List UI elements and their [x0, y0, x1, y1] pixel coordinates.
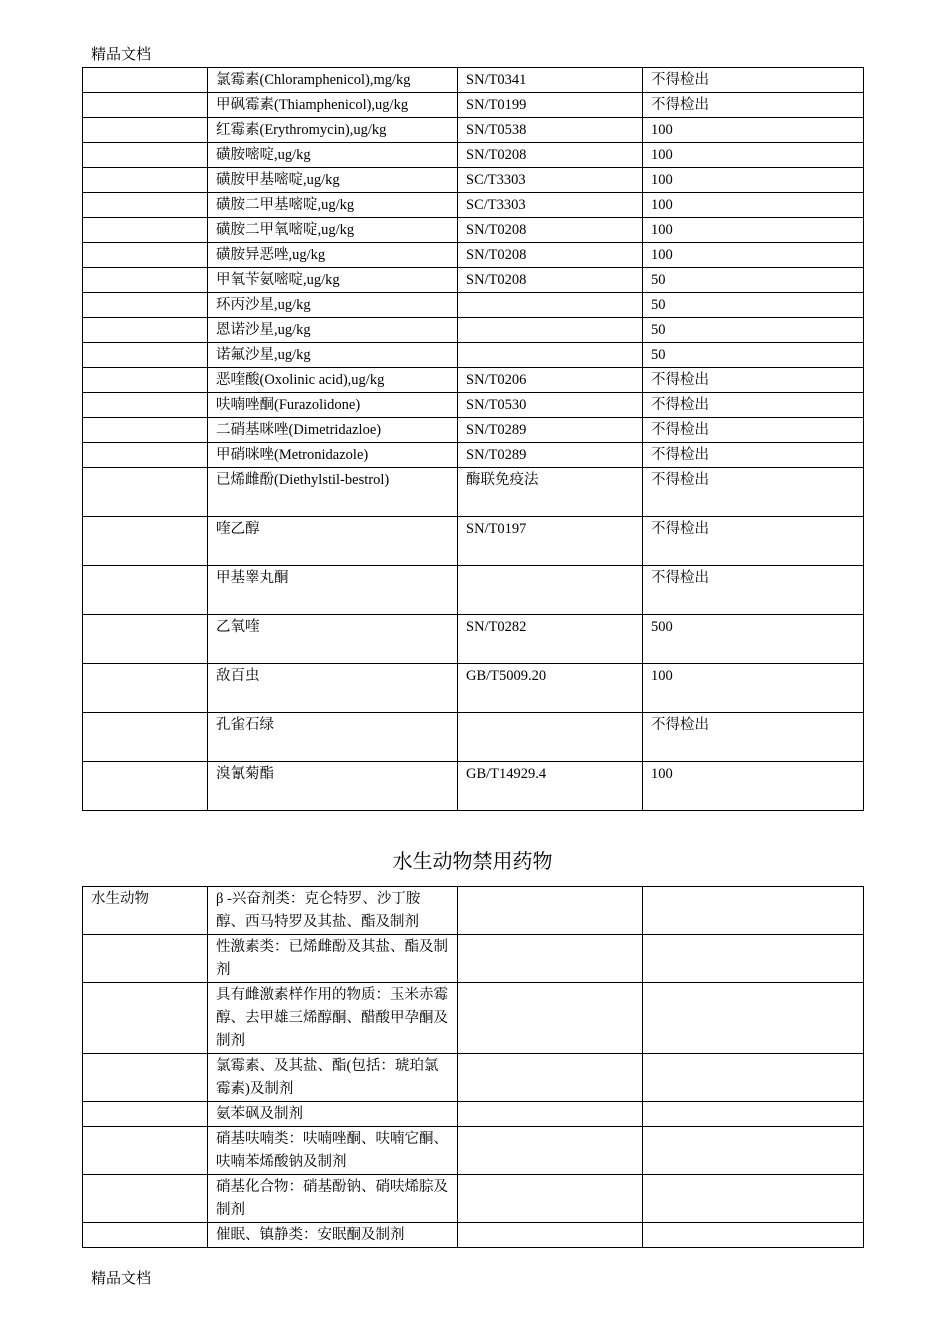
table-row [83, 615, 864, 664]
drug-name-cell: 氯霉素(Chloramphenicol),mg/kg [208, 68, 458, 93]
category-cell [83, 1127, 208, 1175]
drug-name-cell: 恩诺沙星,ug/kg [208, 318, 458, 343]
empty-cell [458, 1127, 643, 1175]
banned-drug-cell: 氨苯砜及制剂 [208, 1102, 458, 1127]
table-row [83, 168, 864, 193]
section-title: 水生动物禁用药物 [392, 851, 553, 873]
test-method-cell: GB/T5009.20 [458, 664, 643, 713]
test-method-cell [458, 566, 643, 615]
drug-name-cell: 磺胺二甲氧嘧啶,ug/kg [208, 218, 458, 243]
banned-drug-cell: 硝基呋喃类：呋喃唑酮、呋喃它酮、呋喃苯烯酸钠及制剂 [208, 1127, 458, 1175]
limit-cell: 100 [643, 143, 864, 168]
table-row [83, 143, 864, 168]
limit-cell: 不得检出 [643, 93, 864, 118]
table-row [83, 218, 864, 243]
empty-cell [83, 118, 208, 143]
empty-cell [643, 887, 864, 935]
test-method-cell [458, 293, 643, 318]
limit-cell: 100 [643, 243, 864, 268]
empty-cell [83, 762, 208, 811]
empty-cell [643, 1175, 864, 1223]
drug-name-cell: 甲硝咪唑(Metronidazole) [208, 443, 458, 468]
page-header: 精品文档 [91, 47, 152, 63]
test-method-cell: SN/T0199 [458, 93, 643, 118]
limit-cell: 50 [643, 293, 864, 318]
limit-cell: 100 [643, 168, 864, 193]
table-row [83, 343, 864, 368]
table-row [83, 318, 864, 343]
limit-cell: 不得检出 [643, 393, 864, 418]
banned-drugs-table [82, 886, 864, 1248]
limit-cell: 不得检出 [643, 368, 864, 393]
test-method-cell: SN/T0208 [458, 143, 643, 168]
empty-cell [83, 664, 208, 713]
banned-drug-cell: 催眠、镇静类：安眠酮及制剂 [208, 1223, 458, 1248]
empty-cell [458, 1175, 643, 1223]
test-method-cell: SC/T3303 [458, 168, 643, 193]
table-row [83, 713, 864, 762]
table-row [83, 468, 864, 517]
test-method-cell: SN/T0289 [458, 443, 643, 468]
empty-cell [83, 615, 208, 664]
test-method-cell [458, 318, 643, 343]
empty-cell [458, 1223, 643, 1248]
test-method-cell: SN/T0208 [458, 268, 643, 293]
limit-cell: 不得检出 [643, 713, 864, 762]
empty-cell [83, 393, 208, 418]
empty-cell [83, 443, 208, 468]
banned-drug-cell: 性激素类：已烯雌酚及其盐、酯及制剂 [208, 935, 458, 983]
table-row [83, 68, 864, 93]
drug-name-cell: 溴氰菊酯 [208, 762, 458, 811]
banned-drug-cell: 氯霉素、及其盐、酯(包括：琥珀氯霉素)及制剂 [208, 1054, 458, 1102]
limit-cell: 500 [643, 615, 864, 664]
empty-cell [83, 468, 208, 517]
test-method-cell: SN/T0289 [458, 418, 643, 443]
test-method-cell: SN/T0208 [458, 243, 643, 268]
test-method-cell: SN/T0530 [458, 393, 643, 418]
limit-cell: 不得检出 [643, 517, 864, 566]
test-method-cell [458, 713, 643, 762]
banned-drug-cell: 硝基化合物：硝基酚钠、硝呋烯腙及制剂 [208, 1175, 458, 1223]
empty-cell [83, 168, 208, 193]
drug-name-cell: 乙氧喹 [208, 615, 458, 664]
limit-cell: 50 [643, 268, 864, 293]
test-method-cell: SN/T0282 [458, 615, 643, 664]
drug-name-cell: 诺氟沙星,ug/kg [208, 343, 458, 368]
empty-cell [643, 1054, 864, 1102]
drug-name-cell: 磺胺异恶唑,ug/kg [208, 243, 458, 268]
limit-cell: 100 [643, 664, 864, 713]
test-method-cell: SN/T0197 [458, 517, 643, 566]
empty-cell [83, 93, 208, 118]
empty-cell [83, 293, 208, 318]
empty-cell [83, 343, 208, 368]
drug-name-cell: 磺胺嘧啶,ug/kg [208, 143, 458, 168]
limit-cell: 50 [643, 343, 864, 368]
table-row [83, 418, 864, 443]
category-cell [83, 1175, 208, 1223]
empty-cell [83, 318, 208, 343]
test-method-cell: SN/T0341 [458, 68, 643, 93]
table-row [83, 443, 864, 468]
table-row [83, 1054, 864, 1102]
banned-drug-cell: 具有雌激素样作用的物质：玉米赤霉醇、去甲雄三烯醇酮、醋酸甲孕酮及制剂 [208, 983, 458, 1054]
empty-cell [83, 418, 208, 443]
drug-name-cell: 红霉素(Erythromycin),ug/kg [208, 118, 458, 143]
category-cell: 水生动物 [83, 887, 208, 935]
test-method-cell: GB/T14929.4 [458, 762, 643, 811]
drug-name-cell: 甲氧苄氨嘧啶,ug/kg [208, 268, 458, 293]
drug-name-cell: 二硝基咪唑(Dimetridazloe) [208, 418, 458, 443]
drug-name-cell: 呋喃唑酮(Furazolidone) [208, 393, 458, 418]
banned-drug-cell: β -兴奋剂类：克仑特罗、沙丁胺醇、西马特罗及其盐、酯及制剂 [208, 887, 458, 935]
empty-cell [643, 1127, 864, 1175]
empty-cell [83, 368, 208, 393]
residue-limits-table [82, 67, 864, 811]
empty-cell [83, 143, 208, 168]
empty-cell [643, 1223, 864, 1248]
empty-cell [458, 887, 643, 935]
empty-cell [83, 517, 208, 566]
drug-name-cell: 孔雀石绿 [208, 713, 458, 762]
empty-cell [83, 193, 208, 218]
test-method-cell: SC/T3303 [458, 193, 643, 218]
table-row [83, 1175, 864, 1223]
empty-cell [643, 935, 864, 983]
table-row [83, 243, 864, 268]
drug-name-cell: 磺胺二甲基嘧啶,ug/kg [208, 193, 458, 218]
empty-cell [458, 1054, 643, 1102]
table-row [83, 268, 864, 293]
page-footer: 精品文档 [91, 1271, 152, 1287]
limit-cell: 不得检出 [643, 68, 864, 93]
empty-cell [83, 218, 208, 243]
table-row [83, 664, 864, 713]
table-row [83, 935, 864, 983]
limit-cell: 不得检出 [643, 443, 864, 468]
limit-cell: 100 [643, 218, 864, 243]
empty-cell [458, 935, 643, 983]
drug-name-cell: 已烯雌酚(Diethylstil-bestrol) [208, 468, 458, 517]
limit-cell: 100 [643, 118, 864, 143]
category-cell [83, 1102, 208, 1127]
empty-cell [83, 713, 208, 762]
empty-cell [83, 566, 208, 615]
table-row [83, 983, 864, 1054]
table-row [83, 566, 864, 615]
test-method-cell: SN/T0538 [458, 118, 643, 143]
table-row [83, 118, 864, 143]
limit-cell: 50 [643, 318, 864, 343]
test-method-cell [458, 343, 643, 368]
drug-name-cell: 敌百虫 [208, 664, 458, 713]
table-row [83, 393, 864, 418]
empty-cell [643, 983, 864, 1054]
drug-name-cell: 磺胺甲基嘧啶,ug/kg [208, 168, 458, 193]
category-cell [83, 1223, 208, 1248]
table-row [83, 887, 864, 935]
empty-cell [83, 243, 208, 268]
drug-name-cell: 恶喹酸(Oxolinic acid),ug/kg [208, 368, 458, 393]
test-method-cell: 酶联免疫法 [458, 468, 643, 517]
table-row [83, 1102, 864, 1127]
table-row [83, 1223, 864, 1248]
empty-cell [458, 983, 643, 1054]
table-row [83, 762, 864, 811]
category-cell [83, 983, 208, 1054]
drug-name-cell: 甲基睾丸酮 [208, 566, 458, 615]
limit-cell: 不得检出 [643, 418, 864, 443]
test-method-cell: SN/T0206 [458, 368, 643, 393]
empty-cell [643, 1102, 864, 1127]
empty-cell [458, 1102, 643, 1127]
empty-cell [83, 68, 208, 93]
limit-cell: 100 [643, 762, 864, 811]
table-row [83, 193, 864, 218]
empty-cell [83, 268, 208, 293]
table-row [83, 517, 864, 566]
drug-name-cell: 环丙沙星,ug/kg [208, 293, 458, 318]
limit-cell: 不得检出 [643, 468, 864, 517]
table-row [83, 93, 864, 118]
table-row [83, 368, 864, 393]
drug-name-cell: 甲砜霉素(Thiamphenicol),ug/kg [208, 93, 458, 118]
drug-name-cell: 喹乙醇 [208, 517, 458, 566]
limit-cell: 100 [643, 193, 864, 218]
limit-cell: 不得检出 [643, 566, 864, 615]
table-row [83, 293, 864, 318]
category-cell [83, 1054, 208, 1102]
category-cell [83, 935, 208, 983]
test-method-cell: SN/T0208 [458, 218, 643, 243]
table-row [83, 1127, 864, 1175]
